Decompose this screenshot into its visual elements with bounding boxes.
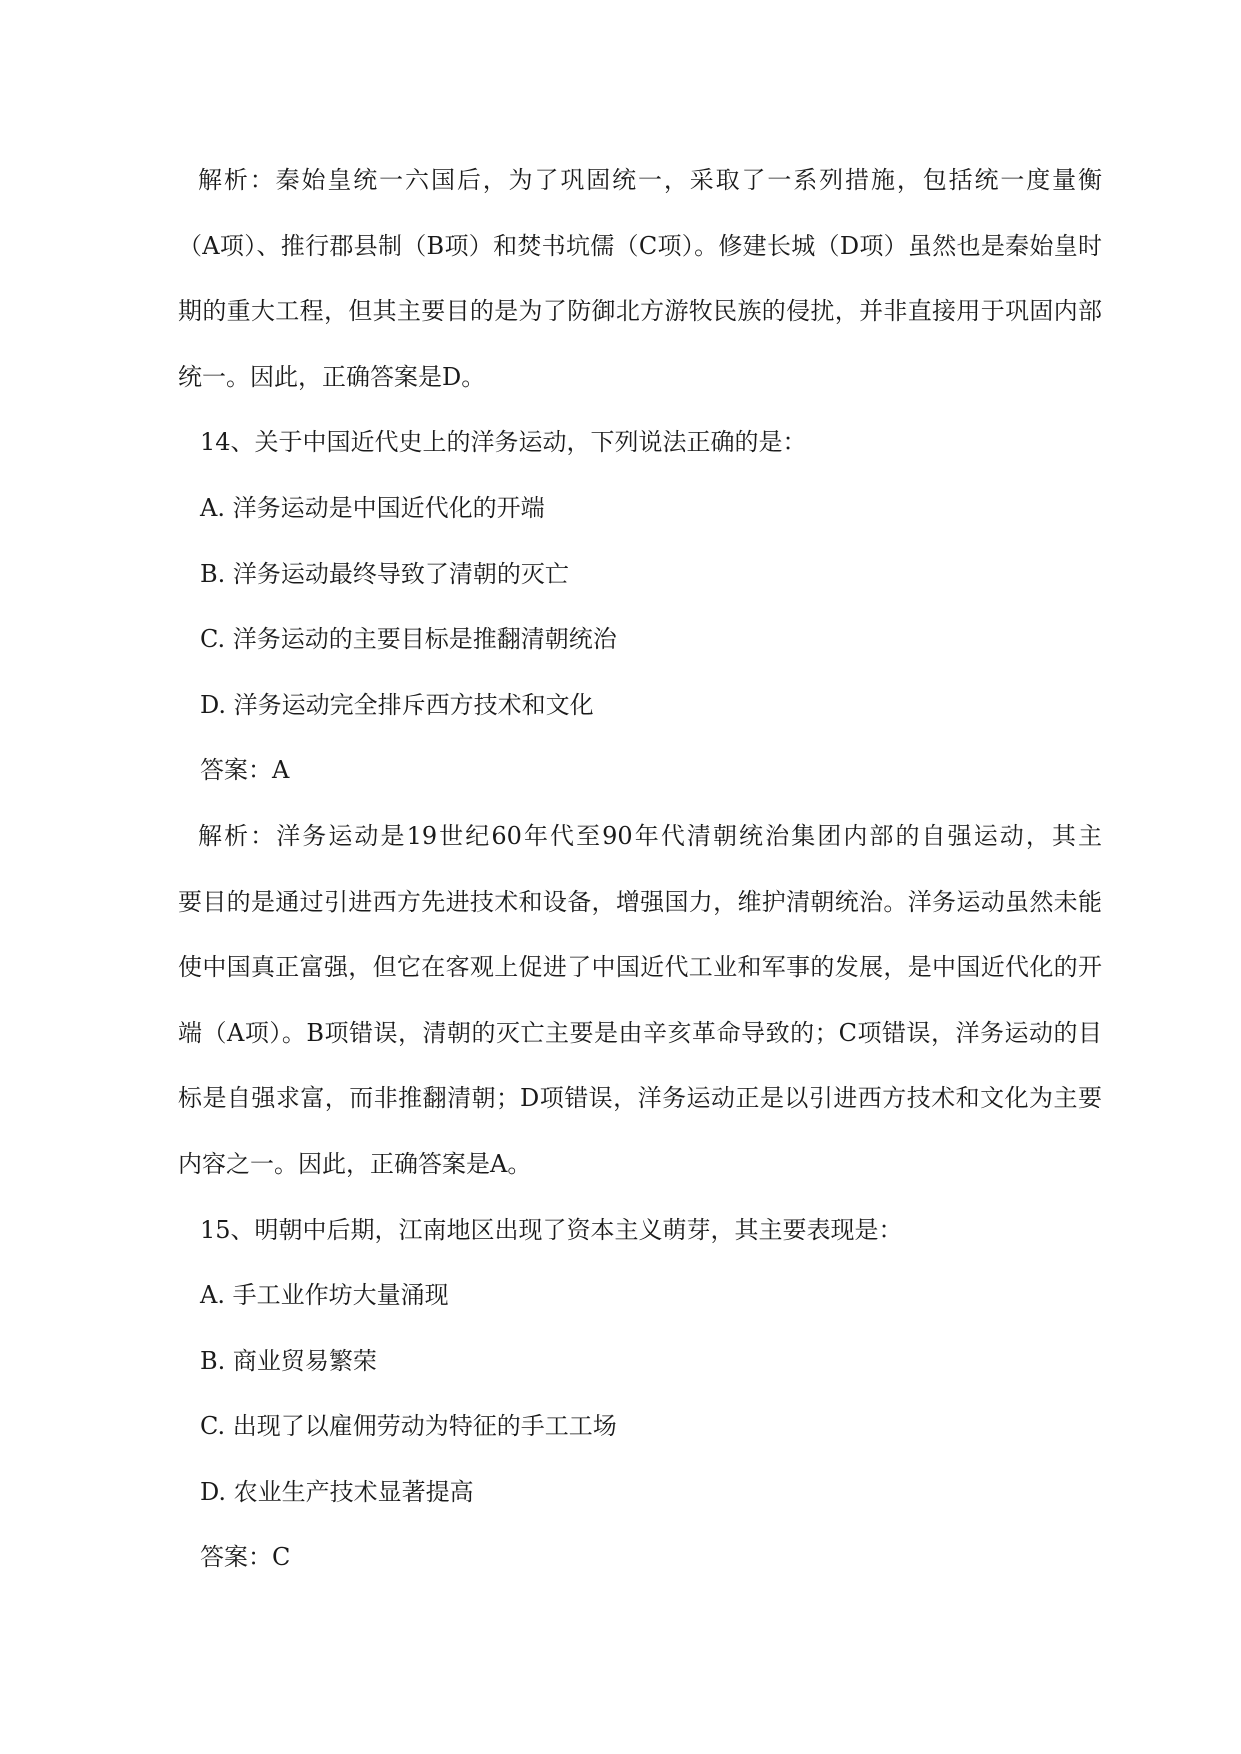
option-a: A. 手工业作坊大量涌现 <box>200 1281 449 1310</box>
option-d: D. 洋务运动完全排斥西方技术和文化 <box>200 690 594 719</box>
answer: 答案：C <box>200 1543 291 1572</box>
option-c: C. 出现了以雇佣劳动为特征的手工工场 <box>200 1412 617 1441</box>
analysis-line: 使中国真正富强，但它在客观上促进了中国近代工业和军事的发展，是中国近代化的开 <box>178 953 1102 982</box>
option-c: C. 洋务运动的主要目标是推翻清朝统治 <box>200 625 617 654</box>
answer: 答案：A <box>200 756 290 785</box>
analysis-line: （A项）、推行郡县制（B项）和焚书坑儒（C项）。修建长城（D项）虽然也是秦始皇时 <box>178 231 1102 260</box>
question-14 <box>178 410 1102 1197</box>
analysis-line: 要目的是通过引进西方先进技术和设备，增强国力，维护清朝统治。洋务运动虽然未能 <box>178 887 1102 916</box>
analysis-line: 统一。因此，正确答案是D。 <box>178 362 486 391</box>
option-a: A. 洋务运动是中国近代化的开端 <box>200 493 545 522</box>
option-b: B. 商业贸易繁荣 <box>200 1346 377 1375</box>
q13-analysis <box>178 148 1102 410</box>
analysis-line: 解析：洋务运动是19世纪60年代至90年代清朝统治集团内部的自强运动，其主 <box>198 821 1102 850</box>
analysis-line: 端（A项）。B项错误，清朝的灭亡主要是由辛亥革命导致的；C项错误，洋务运动的目 <box>178 1018 1102 1047</box>
document-body <box>178 148 1102 1591</box>
question-text: 14、关于中国近代史上的洋务运动，下列说法正确的是： <box>200 428 807 457</box>
analysis-line: 标是自强求富，而非推翻清朝；D项错误，洋务运动正是以引进西方技术和文化为主要 <box>178 1084 1102 1113</box>
q14-analysis <box>178 804 1102 1198</box>
question-15 <box>200 1198 1100 1592</box>
question-text: 15、明朝中后期，江南地区出现了资本主义萌芽，其主要表现是： <box>200 1215 903 1244</box>
analysis-line: 解析：秦始皇统一六国后，为了巩固统一，采取了一系列措施，包括统一度量衡 <box>198 166 1102 194</box>
analysis-line: 内容之一。因此，正确答案是A。 <box>178 1149 532 1178</box>
option-d: D. 农业生产技术显著提高 <box>200 1477 474 1506</box>
option-b: B. 洋务运动最终导致了清朝的灭亡 <box>200 559 569 588</box>
analysis-line: 期的重大工程，但其主要目的是为了防御北方游牧民族的侵扰，并非直接用于巩固内部 <box>178 297 1102 326</box>
